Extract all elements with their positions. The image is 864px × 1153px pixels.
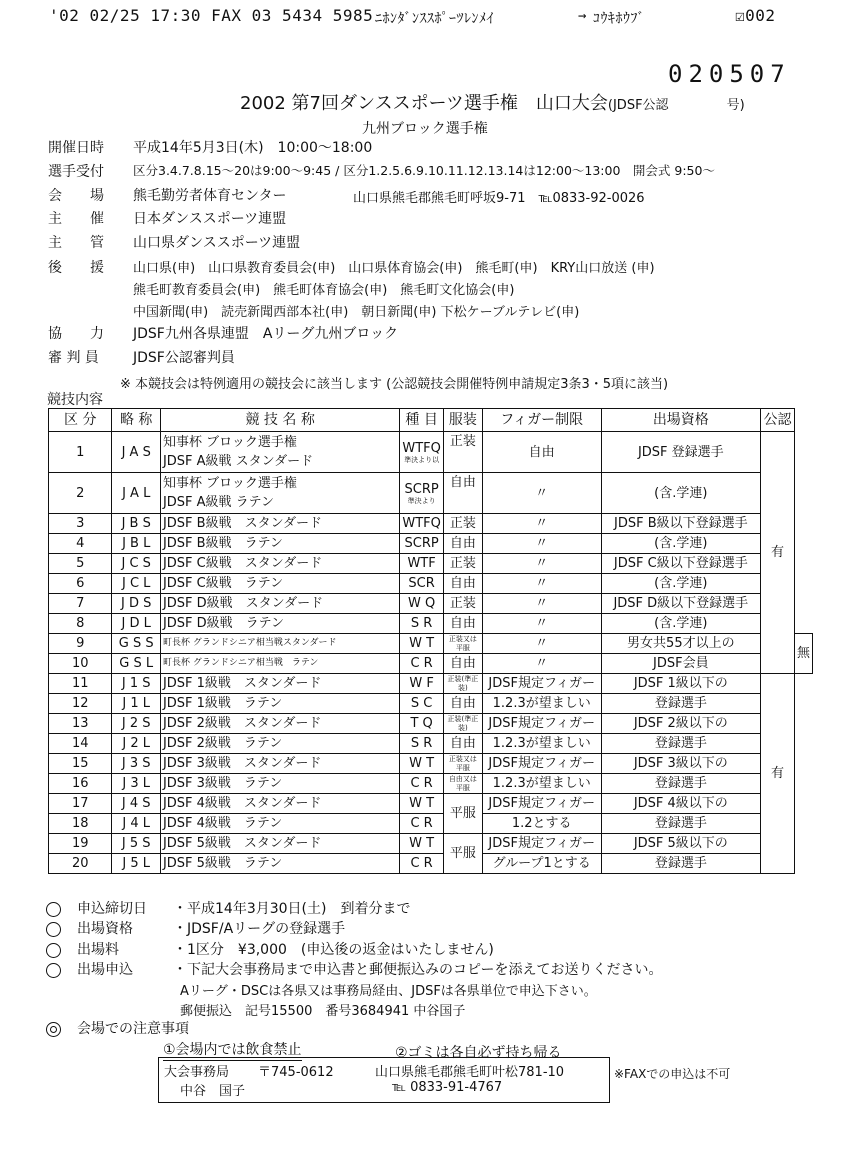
cell-figure: 自由 bbox=[482, 432, 601, 473]
cell-event-value: SCRP bbox=[404, 481, 439, 497]
cell-name: JDSF B級戦 ラテン bbox=[160, 534, 399, 554]
cell-no: 13 bbox=[49, 714, 112, 734]
info-support-line-1: 山口県(申) 山口県教育委員会(申) 山口県体育協会(申) 熊毛町(申) KRY山口放送 (申) bbox=[133, 261, 655, 276]
cell-qualification: JDSF 5級以下の bbox=[601, 834, 761, 854]
cell-qualification: 登録選手 bbox=[601, 774, 761, 794]
cell-dress: 自由 bbox=[443, 473, 482, 514]
table-row bbox=[49, 473, 813, 514]
table-row bbox=[49, 574, 813, 594]
table-row bbox=[49, 514, 813, 534]
events-table bbox=[48, 408, 813, 874]
double-circle-icon bbox=[46, 1022, 61, 1037]
cell-dress: 正装(準正装) bbox=[443, 714, 482, 734]
footer-application-line-2: Aリーグ・DSCは各県又は事務局経由、JDSFは各県単位で申込下さい。 bbox=[180, 984, 597, 999]
cell-dress: 正装 bbox=[443, 514, 482, 534]
table-row bbox=[49, 594, 813, 614]
cell-name: JDSF D級戦 スタンダード bbox=[160, 594, 399, 614]
footer-qualification-value: ・JDSF/Aリーグの登録選手 bbox=[173, 921, 346, 937]
footer-fee-label: 出場料 bbox=[77, 942, 119, 958]
page-title bbox=[240, 89, 745, 115]
title-end: 号) bbox=[726, 98, 745, 113]
cell-abbr: J 4 L bbox=[112, 814, 160, 834]
cell-name: 町長杯 グランドシニア相当戦スタンダード bbox=[160, 634, 399, 654]
cell-event: S R bbox=[400, 614, 444, 634]
office-fax-note: ※FAXでの申込は不可 bbox=[614, 1067, 731, 1081]
info-label-venue: 会 場 bbox=[48, 188, 104, 204]
cell-name-line2: JDSF A級戦 ラテン bbox=[162, 495, 275, 510]
col-header-qualification: 出場資格 bbox=[601, 409, 761, 432]
cell-qualification: 登録選手 bbox=[601, 694, 761, 714]
cell-qualification: JDSF C級以下登録選手 bbox=[601, 554, 761, 574]
cell-abbr: J C L bbox=[112, 574, 160, 594]
circle-icon bbox=[46, 922, 61, 937]
cell-abbr: J B L bbox=[112, 534, 160, 554]
checkbox-icon: ☑ bbox=[735, 6, 746, 25]
info-value-reception: 区分3.4.7.8.15～20は9:00～9:45 / 区分1.2.5.6.9.10.11.12.13.14は12:00～13:00 開会式 9:50～ bbox=[133, 163, 715, 178]
cell-qualification: JDSF 2級以下の bbox=[601, 714, 761, 734]
cell-figure: JDSF規定フィガー bbox=[482, 714, 601, 734]
document-number: 020507 bbox=[668, 60, 791, 88]
cell-dress: 自由 bbox=[443, 574, 482, 594]
title-main: 2002 第7回ダンススポーツ選手権 山口大会 bbox=[240, 93, 608, 114]
cell-abbr: J 5 L bbox=[112, 854, 160, 874]
cell-no: 16 bbox=[49, 774, 112, 794]
cell-abbr: J 5 S bbox=[112, 834, 160, 854]
table-row bbox=[49, 654, 813, 674]
cell-event: W F bbox=[400, 674, 444, 694]
footer-deadline-value: ・平成14年3月30日(土) 到着分まで bbox=[173, 901, 411, 917]
cell-no: 8 bbox=[49, 614, 112, 634]
col-header-figure: フィガー制限 bbox=[482, 409, 601, 432]
cell-official-2 bbox=[794, 634, 812, 674]
cell-qualification: JDSF D級以下登録選手 bbox=[601, 594, 761, 614]
cell-dress: 平服 bbox=[443, 794, 482, 834]
table-row bbox=[49, 432, 813, 473]
cell-figure: 〃 bbox=[482, 594, 601, 614]
cell-qualification: (含.学連) bbox=[601, 574, 761, 594]
cell-figure: JDSF規定フィガー bbox=[482, 674, 601, 694]
cell-qualification: (含.学連) bbox=[601, 473, 761, 514]
official-no: 無 bbox=[796, 646, 810, 661]
col-header-official: 公認 bbox=[761, 409, 795, 432]
footer-qualification-label: 出場資格 bbox=[77, 921, 133, 937]
cell-event: C R bbox=[400, 654, 444, 674]
info-value-judges: JDSF公認審判員 bbox=[133, 350, 235, 366]
table-row bbox=[49, 794, 813, 814]
info-label-organizer: 主 催 bbox=[48, 211, 104, 227]
venue-notes-label: 会場での注意事項 bbox=[77, 1021, 189, 1037]
cell-qualification: 登録選手 bbox=[601, 854, 761, 874]
cell-dress: 自由又は平服 bbox=[443, 774, 482, 794]
cell-no: 9 bbox=[49, 634, 112, 654]
cell-event: WTF bbox=[400, 554, 444, 574]
cell-dress: 正装又は平服 bbox=[443, 634, 482, 654]
col-header-event: 種 目 bbox=[400, 409, 444, 432]
cell-figure: 1.2.3が望ましい bbox=[482, 694, 601, 714]
section-title: 競技内容 bbox=[47, 392, 103, 408]
table-row bbox=[49, 754, 813, 774]
cell-no: 20 bbox=[49, 854, 112, 874]
cell-qualification: JDSF 4級以下の bbox=[601, 794, 761, 814]
table-row bbox=[49, 734, 813, 754]
cell-event: W T bbox=[400, 794, 444, 814]
cell-qualification: (含.学連) bbox=[601, 614, 761, 634]
cell-abbr: G S S bbox=[112, 634, 160, 654]
cell-name: JDSF 1級戦 ラテン bbox=[160, 694, 399, 714]
cell-event: C R bbox=[400, 814, 444, 834]
table-row bbox=[49, 554, 813, 574]
table-row bbox=[49, 614, 813, 634]
cell-event: C R bbox=[400, 774, 444, 794]
cell-name: JDSF 5級戦 ラテン bbox=[160, 854, 399, 874]
cell-qualification: JDSF会員 bbox=[601, 654, 761, 674]
cell-dress: 自由 bbox=[443, 694, 482, 714]
cell-abbr: J 2 S bbox=[112, 714, 160, 734]
cell-abbr: J 1 S bbox=[112, 674, 160, 694]
cell-abbr: J B S bbox=[112, 514, 160, 534]
official-yes-2: 有 bbox=[771, 766, 785, 781]
cell-abbr: J D S bbox=[112, 594, 160, 614]
cell-event-note: 準決より bbox=[407, 496, 436, 505]
cell-abbr: J 1 L bbox=[112, 694, 160, 714]
fax-page bbox=[735, 6, 776, 25]
cell-no: 3 bbox=[49, 514, 112, 534]
cell-figure: 1.2.3が望ましい bbox=[482, 734, 601, 754]
cell-no: 5 bbox=[49, 554, 112, 574]
cell-qualification: JDSF 登録選手 bbox=[601, 432, 761, 473]
info-value-venue-address: 山口県熊毛郡熊毛町呼坂9-71 ℡0833-92-0026 bbox=[353, 191, 645, 206]
cell-figure: グループ1とする bbox=[482, 854, 601, 874]
cell-event: T Q bbox=[400, 714, 444, 734]
info-label-cooperation: 協 力 bbox=[48, 326, 104, 342]
info-value-organizer: 日本ダンススポーツ連盟 bbox=[133, 211, 287, 227]
col-header-dress: 服装 bbox=[443, 409, 482, 432]
cell-event-note: 準決より以 bbox=[404, 455, 440, 464]
cell-figure: 〃 bbox=[482, 534, 601, 554]
cell-qualification: JDSF B級以下登録選手 bbox=[601, 514, 761, 534]
table-header-row bbox=[49, 409, 813, 432]
cell-event: W T bbox=[400, 834, 444, 854]
cell-event: S R bbox=[400, 734, 444, 754]
cell-name: JDSF 4級戦 スタンダード bbox=[160, 794, 399, 814]
cell-no: 12 bbox=[49, 694, 112, 714]
cell-event: W T bbox=[400, 754, 444, 774]
cell-event bbox=[400, 432, 444, 473]
cell-qualification: JDSF 3級以下の bbox=[601, 754, 761, 774]
info-label-reception: 選手受付 bbox=[48, 164, 104, 180]
official-yes-1: 有 bbox=[771, 545, 785, 560]
cell-official-3 bbox=[761, 674, 795, 874]
cell-no: 4 bbox=[49, 534, 112, 554]
special-note: ※ 本競技会は特例適用の競技会に該当します (公認競技会開催特例申請規定3条3・5項に該当) bbox=[120, 377, 669, 392]
footer-application-label: 出場申込 bbox=[77, 962, 133, 978]
circle-icon bbox=[46, 902, 61, 917]
cell-qualification: 登録選手 bbox=[601, 814, 761, 834]
table-row bbox=[49, 534, 813, 554]
fax-page-number: 002 bbox=[745, 6, 776, 25]
cell-dress: 自由 bbox=[443, 534, 482, 554]
cell-name: JDSF C級戦 ラテン bbox=[160, 574, 399, 594]
cell-name: JDSF B級戦 スタンダード bbox=[160, 514, 399, 534]
cell-figure: 1.2とする bbox=[482, 814, 601, 834]
footer-deadline-label: 申込締切日 bbox=[77, 901, 147, 917]
venue-note-2: ②ゴミは各自必ず持ち帰る bbox=[395, 1045, 562, 1061]
cell-dress: 正装 bbox=[443, 554, 482, 574]
cell-qualification: JDSF 1級以下の bbox=[601, 674, 761, 694]
cell-name: JDSF 3級戦 スタンダード bbox=[160, 754, 399, 774]
footer-application bbox=[46, 959, 133, 979]
office-label: 大会事務局 bbox=[164, 1065, 230, 1080]
cell-no: 18 bbox=[49, 814, 112, 834]
cell-dress: 正装(準正装) bbox=[443, 674, 482, 694]
circle-icon bbox=[46, 943, 61, 958]
fax-header-left: '02 02/25 17:30 FAX 03 5434 5985 bbox=[49, 6, 374, 25]
cell-dress: 正装 bbox=[443, 594, 482, 614]
col-header-division: 区 分 bbox=[49, 409, 112, 432]
table-row bbox=[49, 634, 813, 654]
cell-official-1 bbox=[761, 432, 795, 674]
footer-fee-value: ・1区分 ¥3,000 (申込後の返金はいたしません) bbox=[173, 942, 494, 958]
cell-qualification: 男女共55才以上の bbox=[601, 634, 761, 654]
table-row bbox=[49, 674, 813, 694]
cell-name: JDSF 1級戦 スタンダード bbox=[160, 674, 399, 694]
cell-figure: 〃 bbox=[482, 473, 601, 514]
cell-figure: JDSF規定フィガー bbox=[482, 794, 601, 814]
cell-name: JDSF 2級戦 スタンダード bbox=[160, 714, 399, 734]
info-support-line-2: 熊毛町教育委員会(申) 熊毛町体育協会(申) 熊毛町文化協会(申) bbox=[133, 283, 515, 298]
office-address: 山口県熊毛郡熊毛町叶松781-10 bbox=[375, 1065, 565, 1080]
cell-qualification: (含.学連) bbox=[601, 534, 761, 554]
cell-no: 6 bbox=[49, 574, 112, 594]
office-zip: 〒745-0612 bbox=[258, 1065, 334, 1080]
venue-notes-title bbox=[46, 1018, 189, 1038]
fax-sender: ﾆﾎﾝﾀﾞﾝｽｽﾎﾟｰﾂﾚﾝﾒｲ bbox=[375, 11, 494, 27]
cell-name: JDSF D級戦 ラテン bbox=[160, 614, 399, 634]
cell-abbr: J A L bbox=[112, 473, 160, 514]
footer-qualification bbox=[46, 918, 133, 938]
footer-application-line-3: 郵便振込 記号15500 番号3684941 中谷国子 bbox=[180, 1004, 466, 1019]
cell-abbr: J 3 S bbox=[112, 754, 160, 774]
cell-event: S C bbox=[400, 694, 444, 714]
cell-abbr: J D L bbox=[112, 614, 160, 634]
info-value-venue: 熊毛勤労者体育センター bbox=[133, 188, 287, 204]
cell-abbr: J 4 S bbox=[112, 794, 160, 814]
cell-name bbox=[160, 432, 399, 473]
cell-event: W T bbox=[400, 634, 444, 654]
footer-application-line-1: ・下記大会事務局まで申込書と郵便振込みのコピーを添えてお送りください。 bbox=[173, 962, 663, 978]
info-label-manager: 主 管 bbox=[48, 235, 104, 251]
circle-icon bbox=[46, 963, 61, 978]
cell-qualification: 登録選手 bbox=[601, 734, 761, 754]
cell-abbr: J 2 L bbox=[112, 734, 160, 754]
cell-name: JDSF 2級戦 ラテン bbox=[160, 734, 399, 754]
cell-no: 1 bbox=[49, 432, 112, 473]
footer-deadline bbox=[46, 898, 147, 918]
info-label-date: 開催日時 bbox=[48, 140, 104, 156]
cell-no: 7 bbox=[49, 594, 112, 614]
cell-abbr: G S L bbox=[112, 654, 160, 674]
cell-no: 19 bbox=[49, 834, 112, 854]
table-row bbox=[49, 694, 813, 714]
info-value-manager: 山口県ダンススポーツ連盟 bbox=[133, 235, 301, 251]
cell-abbr: J 3 L bbox=[112, 774, 160, 794]
cell-figure: 〃 bbox=[482, 554, 601, 574]
cell-event: SCRP bbox=[400, 534, 444, 554]
cell-dress: 自由 bbox=[443, 654, 482, 674]
cell-dress: 自由 bbox=[443, 614, 482, 634]
cell-figure: 〃 bbox=[482, 654, 601, 674]
cell-name-line1: 知事杯 ブロック選手権 bbox=[162, 435, 297, 450]
cell-abbr: J C S bbox=[112, 554, 160, 574]
footer-fee bbox=[46, 939, 119, 959]
cell-no: 17 bbox=[49, 794, 112, 814]
cell-figure: JDSF規定フィガー bbox=[482, 834, 601, 854]
fax-arrow: → bbox=[578, 8, 587, 24]
cell-figure: 〃 bbox=[482, 614, 601, 634]
info-support-line-3: 中国新聞(申) 読売新聞西部本社(申) 朝日新聞(申) 下松ケーブルテレビ(申) bbox=[133, 305, 580, 320]
col-header-abbr: 略 称 bbox=[112, 409, 160, 432]
info-label-support: 後 援 bbox=[48, 260, 104, 276]
cell-figure: 〃 bbox=[482, 574, 601, 594]
cell-name: JDSF 3級戦 ラテン bbox=[160, 774, 399, 794]
venue-note-1: ①会場内では飲食禁止 bbox=[163, 1039, 302, 1061]
cell-event bbox=[400, 473, 444, 514]
cell-name: JDSF C級戦 スタンダード bbox=[160, 554, 399, 574]
cell-figure: 〃 bbox=[482, 514, 601, 534]
cell-figure: 〃 bbox=[482, 634, 601, 654]
cell-no: 15 bbox=[49, 754, 112, 774]
cell-event: W Q bbox=[400, 594, 444, 614]
table-row bbox=[49, 854, 813, 874]
cell-dress: 平服 bbox=[443, 834, 482, 874]
cell-no: 2 bbox=[49, 473, 112, 514]
cell-no: 14 bbox=[49, 734, 112, 754]
cell-dress: 正装又は平服 bbox=[443, 754, 482, 774]
cell-event: C R bbox=[400, 854, 444, 874]
cell-name: JDSF 4級戦 ラテン bbox=[160, 814, 399, 834]
cell-figure: 1.2.3が望ましい bbox=[482, 774, 601, 794]
cell-no: 11 bbox=[49, 674, 112, 694]
office-tel: ℡ 0833-91-4767 bbox=[392, 1080, 503, 1095]
fax-recipient: ｺｳｷﾎｳﾌﾞ bbox=[593, 11, 645, 27]
cell-name: 町長杯 グランドシニア相当戦 ラテン bbox=[160, 654, 399, 674]
page-subtitle: 九州ブロック選手権 bbox=[362, 121, 488, 137]
table-row bbox=[49, 714, 813, 734]
title-suffix: (JDSF公認 bbox=[607, 98, 669, 113]
table-row bbox=[49, 814, 813, 834]
cell-event: WTFQ bbox=[400, 514, 444, 534]
table-row bbox=[49, 834, 813, 854]
cell-event-value: WTFQ bbox=[402, 440, 441, 456]
cell-no: 10 bbox=[49, 654, 112, 674]
cell-name: JDSF 5級戦 スタンダード bbox=[160, 834, 399, 854]
info-value-date: 平成14年5月3日(木) 10:00～18:00 bbox=[133, 140, 373, 156]
info-value-cooperation: JDSF九州各県連盟 Aリーグ九州ブロック bbox=[133, 326, 399, 342]
office-name: 中谷 国子 bbox=[180, 1084, 246, 1099]
cell-figure: JDSF規定フィガー bbox=[482, 754, 601, 774]
cell-name-line1: 知事杯 ブロック選手権 bbox=[162, 476, 297, 491]
cell-name bbox=[160, 473, 399, 514]
table-row bbox=[49, 774, 813, 794]
cell-dress: 自由 bbox=[443, 734, 482, 754]
cell-event: SCR bbox=[400, 574, 444, 594]
cell-dress: 正装 bbox=[443, 432, 482, 473]
col-header-name: 競 技 名 称 bbox=[160, 409, 399, 432]
cell-name-line2: JDSF A級戦 スタンダード bbox=[162, 454, 314, 469]
cell-abbr: J A S bbox=[112, 432, 160, 473]
info-label-judges: 審 判 員 bbox=[48, 350, 99, 366]
